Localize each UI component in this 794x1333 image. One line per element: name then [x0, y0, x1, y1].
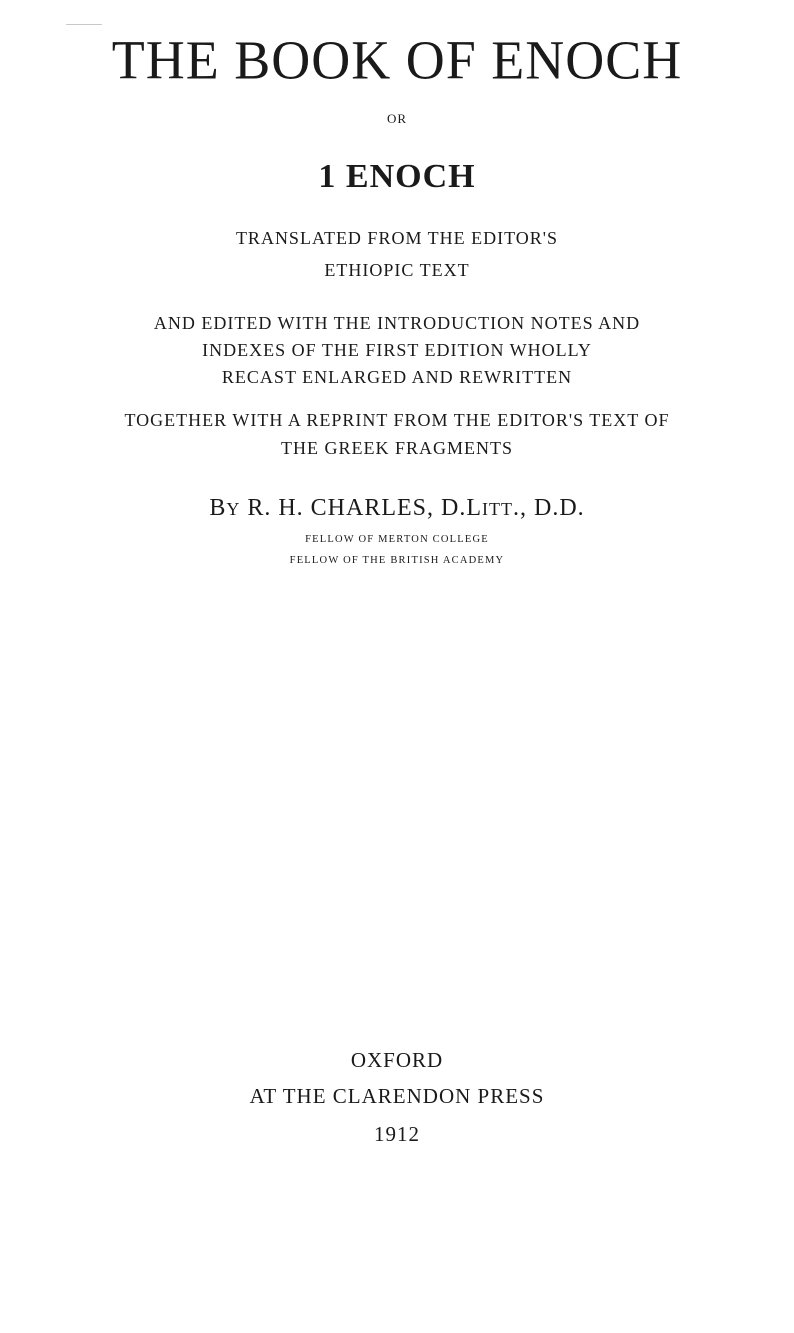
book-title: THE BOOK OF ENOCH — [111, 29, 683, 91]
corner-mark — [66, 24, 102, 25]
edited-line-3: RECAST ENLARGED AND REWRITTEN — [221, 367, 573, 387]
fellowship-merton: FELLOW OF MERTON COLLEGE — [305, 534, 489, 545]
together-line-1: TOGETHER WITH A REPRINT FROM THE EDITOR'S TEXT OF — [124, 410, 670, 430]
translated-line-1: TRANSLATED FROM THE EDITOR'S — [235, 228, 559, 248]
book-subtitle: 1 ENOCH — [318, 158, 476, 195]
author-line — [0, 493, 794, 524]
author-degree-rest: ITT — [482, 499, 513, 519]
imprint-city: OXFORD — [350, 1048, 444, 1072]
translated-line-2: ETHIOPIC TEXT — [324, 260, 470, 280]
or-connector: OR — [386, 111, 408, 126]
together-line-2: THE GREEK FRAGMENTS — [280, 438, 513, 458]
author-suffix: ., D.D. — [513, 495, 585, 521]
edited-line-1: AND EDITED WITH THE INTRODUCTION NOTES AND — [153, 313, 641, 333]
imprint-year: 1912 — [374, 1122, 420, 1146]
edited-line-2: INDEXES OF THE FIRST EDITION WHOLLY — [202, 340, 592, 360]
author-by-rest: Y — [226, 499, 241, 519]
author-name: R. H. CHARLES, D.L — [240, 495, 483, 521]
imprint-press: AT THE CLARENDON PRESS — [249, 1084, 545, 1108]
author-by-initial: B — [209, 495, 227, 521]
fellowship-academy: FELLOW OF THE BRITISH ACADEMY — [289, 555, 505, 566]
